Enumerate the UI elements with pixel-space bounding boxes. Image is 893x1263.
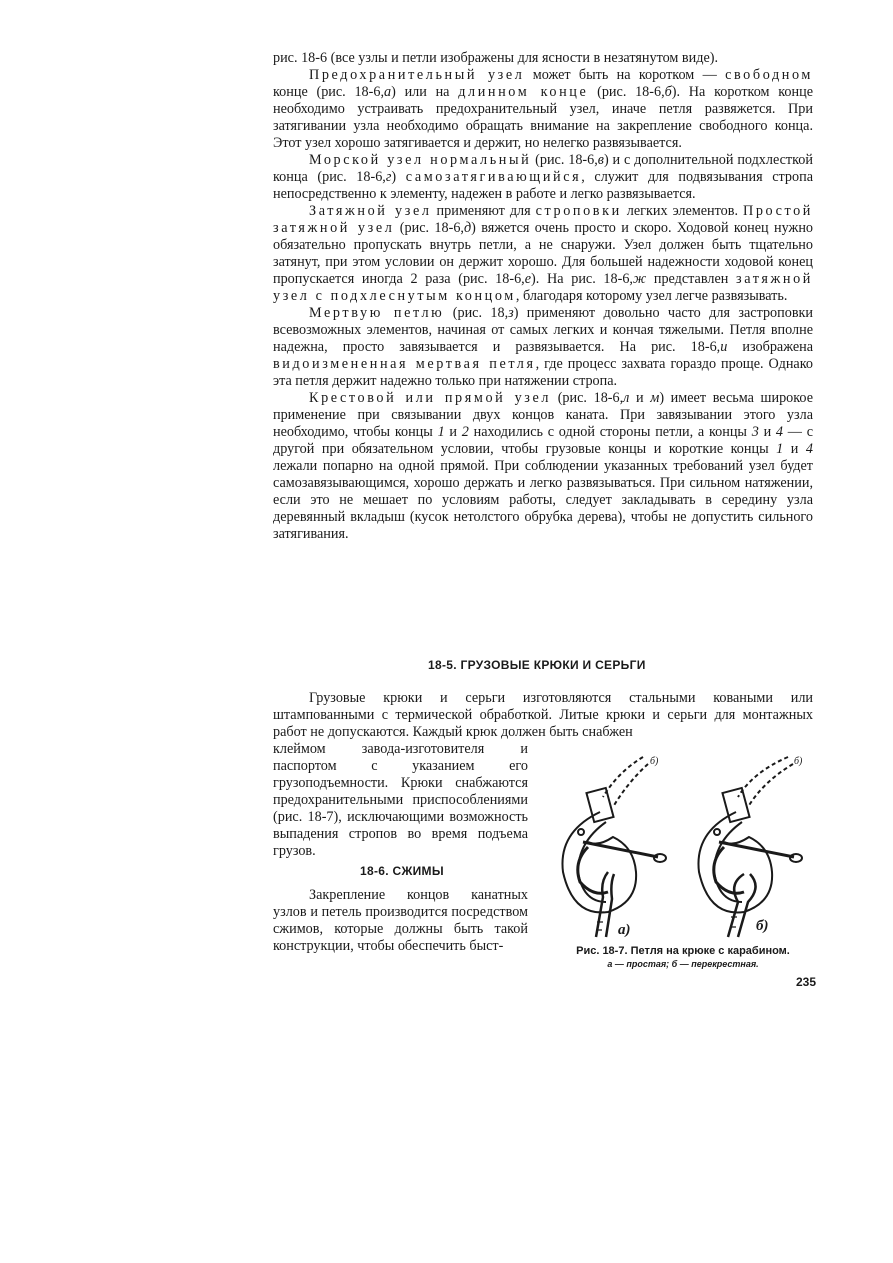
paragraph-continuation: рис. 18-6 (все узлы и петли изображены для ясности в незатянутом виде). — [273, 50, 719, 66]
hook-a-label: а) — [618, 922, 631, 938]
figure-caption — [548, 944, 818, 970]
page-number: 235 — [796, 975, 817, 989]
figure-caption-legend: а — простая; б — перекрестная. — [607, 959, 759, 969]
clamps-paragraph: Закрепление концов канатных узлов и петель производится посредством сжимов, которые должны быть такой конструкции, чтобы обеспечить быст- — [273, 887, 528, 954]
paragraph-safety-knot: Предохранительный узел может быть на коротком — свободном конце (рис. 18-6,а) или на длинном конце (рис. 18-6,б). На коротком конце необходимо устраивать предохранительный узел, иначе петля развяжется. При затягивании узла необходимо обращать внимание на закрепление свободного конца. Этот узел хорошо затягивается и держит, но нелегко развязывается. — [273, 67, 813, 151]
figure-hooks-carabiner — [548, 752, 818, 942]
hook-a-drawing — [562, 757, 666, 937]
hooks-text-narrow — [273, 741, 528, 860]
hook-b-top-label: б) — [794, 756, 803, 767]
hook-b-label: б) — [756, 918, 769, 934]
paragraph-cross-knot: Крестовой или прямой узел (рис. 18-6,л и м) имеет весьма широкое применение при связывании двух концов каната. При завязывании этого узла необходимо, чтобы концы 1 и 2 находились с одной стороны петли, а концы 3 и 4 — с другой при обязательном условии, чтобы грузовые концы и короткие концы 1 и 4 лежали попарно на одной прямой. При соблюдении указанных требований узел будет самозавязывающимся, хорошо держать и легко развязываться. При сильном натяжении, если это не мешает по условиям работы, следует закладывать в середину узла деревянный вкладыш (кусок нетолстого обрубка дерева), чтобы не допустить сильного затягивания. — [273, 390, 814, 542]
section-heading-hooks: 18-5. ГРУЗОВЫЕ КРЮКИ И СЕРЬГИ — [428, 658, 646, 672]
figure-caption-title: Рис. 18-7. Петля на крюке с карабином. — [576, 945, 790, 957]
hooks-paragraph-start: Грузовые крюки и серьги изготовляются стальными коваными или штампованными с термической обработкой. Литые крюки и серьги для монтажных работ не допускаются. Каждый крюк должен быть снабжен — [273, 690, 813, 740]
hooks-text-full — [273, 690, 813, 741]
paragraph-tightening-knot: Затяжной узел применяют для строповки легких элементов. Простой затяжной узел (рис. 18-6,д) вяжется очень просто и скоро. Ходовой конец нужно обязательно пропускать внутрь петли, а не снаружи. Узел должен быть тщательно затянут, при этом условии он держит хорошо. Для большей надежности ходовой конец пропускается иногда 2 раза (рис. 18-6,е). На рис. 18-6,ж представлен затяжной узел с подхлеснутым концом, благодаря которому узел легче развязывать. — [273, 203, 814, 304]
clamps-text — [273, 887, 528, 955]
main-text-block — [273, 50, 813, 543]
hooks-paragraph-continued: клеймом завода-изготовителя и паспортом с указанием его грузоподъемности. Крюки снабжаются предохранительными приспособлениями (рис. 18-7), исключающими возможность выпадения стропов во время подъема грузов. — [273, 741, 528, 859]
paragraph-dead-loop: Мертвую петлю (рис. 18,з) применяют довольно часто для застроповки всевозможных элементов, начиная от самых легких и кончая тяжелыми. Петля вполне надежна, просто завязывается и развязывается. На рис. 18-6,и изображена видоизмененная мертвая петля, где процесс захвата гораздо проще. Однако эта петля держит надежно только при натяжении стропа. — [273, 305, 814, 389]
paragraph-sea-knot: Морской узел нормальный (рис. 18-6,в) и с дополнительной подхлесткой конца (рис. 18-6,г) самозатягивающийся, служит для подвязывания стропа непосредственно к элементу, надежен в работе и легко развязывается. — [273, 152, 813, 202]
hook-b-drawing — [698, 757, 802, 937]
section-heading-clamps: 18-6. СЖИМЫ — [360, 864, 444, 878]
hook-a-top-label: б) — [650, 756, 659, 767]
hook-illustration — [548, 752, 818, 942]
